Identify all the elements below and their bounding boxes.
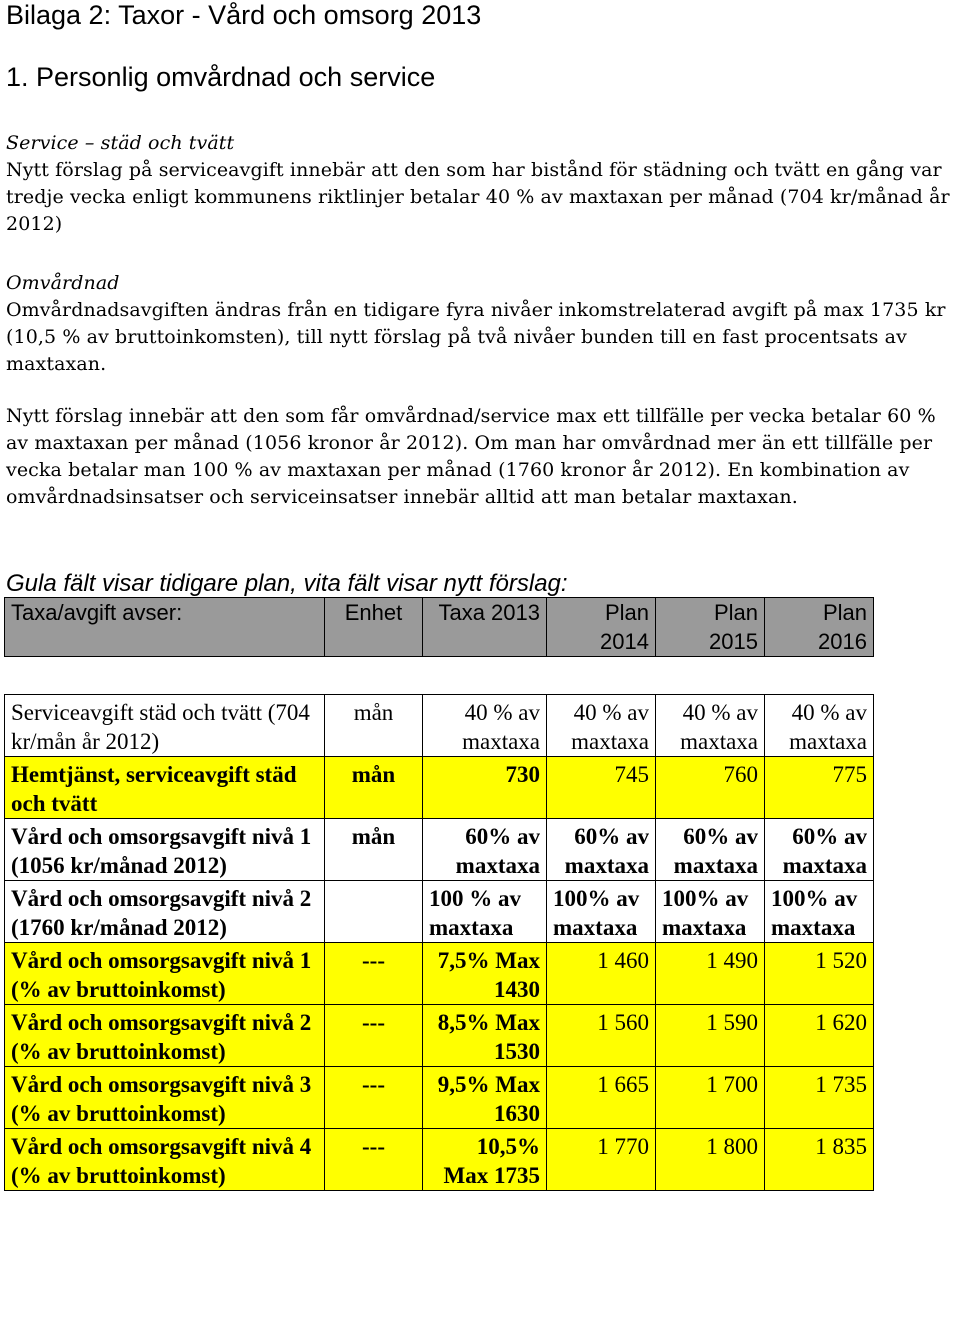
row-taxa: 730 [423, 757, 547, 819]
row-plan-2014: 1 770 [547, 1129, 656, 1191]
table-row [5, 1129, 874, 1191]
omvardnad-text-1: Omvårdnadsavgiften ändras från en tidigare fyra nivåer inkomstrelaterad avgift på max 1735 kr (10,5 % av bruttoinkomsten), till nytt förslag på två nivåer bunden till en fast procentsats av maxtaxan. [6, 299, 946, 375]
row-plan-2015: 1 590 [656, 1005, 765, 1067]
service-text: Nytt förslag på serviceavgift innebär att den som har bistånd för städning och tvätt en gång var tredje vecka enligt kommunens riktlinjer betalar 40 % av maxtaxan per månad (704 kr/månad år 2012) [6, 159, 950, 235]
header-plan-2016: Plan 2016 [765, 598, 874, 657]
row-plan-2015: 1 700 [656, 1067, 765, 1129]
row-plan-2014: 1 560 [547, 1005, 656, 1067]
row-taxa: 60% av maxtaxa [423, 819, 547, 881]
header-plan-2014: Plan 2014 [547, 598, 656, 657]
row-plan-2014: 1 460 [547, 943, 656, 1005]
header-enhet: Enhet [325, 598, 423, 657]
row-enhet [325, 881, 423, 943]
table-row [5, 881, 874, 943]
row-enhet: mån [325, 819, 423, 881]
row-label: Vård och omsorgsavgift nivå 2 (% av bruttoinkomst) [5, 1005, 325, 1067]
table-spacer-row [5, 657, 874, 695]
row-plan-2014: 1 665 [547, 1067, 656, 1129]
row-plan-2015: 1 490 [656, 943, 765, 1005]
spacer-cell [547, 657, 656, 695]
spacer-cell [325, 657, 423, 695]
row-plan-2015: 60% av maxtaxa [656, 819, 765, 881]
omvardnad-text-2: Nytt förslag innebär att den som får omvårdnad/service max ett tillfälle per vecka betalar 60 % av maxtaxan per månad (1056 kronor år 2012). Om man har omvårdnad mer än ett tillfälle per vecka betalar man 100 % av maxtaxan per månad (1760 kronor år 2012). En kombination av omvårdnadsinsatser och serviceinsatser innebär alltid att man betalar maxtaxan. [6, 405, 936, 508]
row-plan-2014: 60% av maxtaxa [547, 819, 656, 881]
row-plan-2014: 745 [547, 757, 656, 819]
row-plan-2016: 60% av maxtaxa [765, 819, 874, 881]
section-title: 1. Personlig omvårdnad och service [6, 62, 436, 92]
spacer-cell [765, 657, 874, 695]
table-row [5, 819, 874, 881]
row-enhet: mån [325, 695, 423, 757]
spacer-cell [5, 657, 325, 695]
row-plan-2015: 1 800 [656, 1129, 765, 1191]
row-label: Vård och omsorgsavgift nivå 1 (1056 kr/månad 2012) [5, 819, 325, 881]
row-plan-2015: 760 [656, 757, 765, 819]
row-plan-2016: 40 % av maxtaxa [765, 695, 874, 757]
row-label: Vård och omsorgsavgift nivå 2 (1760 kr/månad 2012) [5, 881, 325, 943]
row-plan-2016: 1 620 [765, 1005, 874, 1067]
row-plan-2014: 40 % av maxtaxa [547, 695, 656, 757]
row-enhet: --- [325, 1067, 423, 1129]
row-plan-2016: 100% av maxtaxa [765, 881, 874, 943]
service-heading: Service – städ och tvätt [6, 132, 235, 154]
row-plan-2015: 100% av maxtaxa [656, 881, 765, 943]
table-row [5, 1067, 874, 1129]
table-row [5, 943, 874, 1005]
spacer-cell [423, 657, 547, 695]
row-plan-2016: 1 735 [765, 1067, 874, 1129]
row-plan-2015: 40 % av maxtaxa [656, 695, 765, 757]
row-enhet: --- [325, 1005, 423, 1067]
row-taxa: 7,5% Max 1430 [423, 943, 547, 1005]
legend-text: Gula fält visar tidigare plan, vita fält visar nytt förslag: [6, 570, 568, 597]
table-header-row [5, 598, 874, 657]
header-avser: Taxa/avgift avser: [5, 598, 325, 657]
row-taxa: 9,5% Max 1630 [423, 1067, 547, 1129]
row-label: Vård och omsorgsavgift nivå 3 (% av bruttoinkomst) [5, 1067, 325, 1129]
spacer-cell [656, 657, 765, 695]
row-taxa: 40 % av maxtaxa [423, 695, 547, 757]
row-enhet: --- [325, 943, 423, 1005]
header-taxa-2013: Taxa 2013 [423, 598, 547, 657]
header-plan-2015: Plan 2015 [656, 598, 765, 657]
table-row [5, 695, 874, 757]
row-enhet: --- [325, 1129, 423, 1191]
row-plan-2016: 1 835 [765, 1129, 874, 1191]
row-enhet: mån [325, 757, 423, 819]
fee-table [4, 597, 874, 1191]
row-label: Vård och omsorgsavgift nivå 4 (% av bruttoinkomst) [5, 1129, 325, 1191]
row-taxa: 8,5% Max 1530 [423, 1005, 547, 1067]
document-title: Bilaga 2: Taxor - Vård och omsorg 2013 [6, 0, 482, 30]
omvardnad-heading: Omvårdnad [6, 272, 120, 294]
row-plan-2016: 1 520 [765, 943, 874, 1005]
row-label: Hemtjänst, serviceavgift städ och tvätt [5, 757, 325, 819]
row-taxa: 100 % av maxtaxa [423, 881, 547, 943]
row-label: Serviceavgift städ och tvätt (704 kr/mån år 2012) [5, 695, 325, 757]
table-row [5, 1005, 874, 1067]
row-plan-2016: 775 [765, 757, 874, 819]
row-taxa: 10,5% Max 1735 [423, 1129, 547, 1191]
table-row [5, 757, 874, 819]
row-label: Vård och omsorgsavgift nivå 1 (% av bruttoinkomst) [5, 943, 325, 1005]
row-plan-2014: 100% av maxtaxa [547, 881, 656, 943]
